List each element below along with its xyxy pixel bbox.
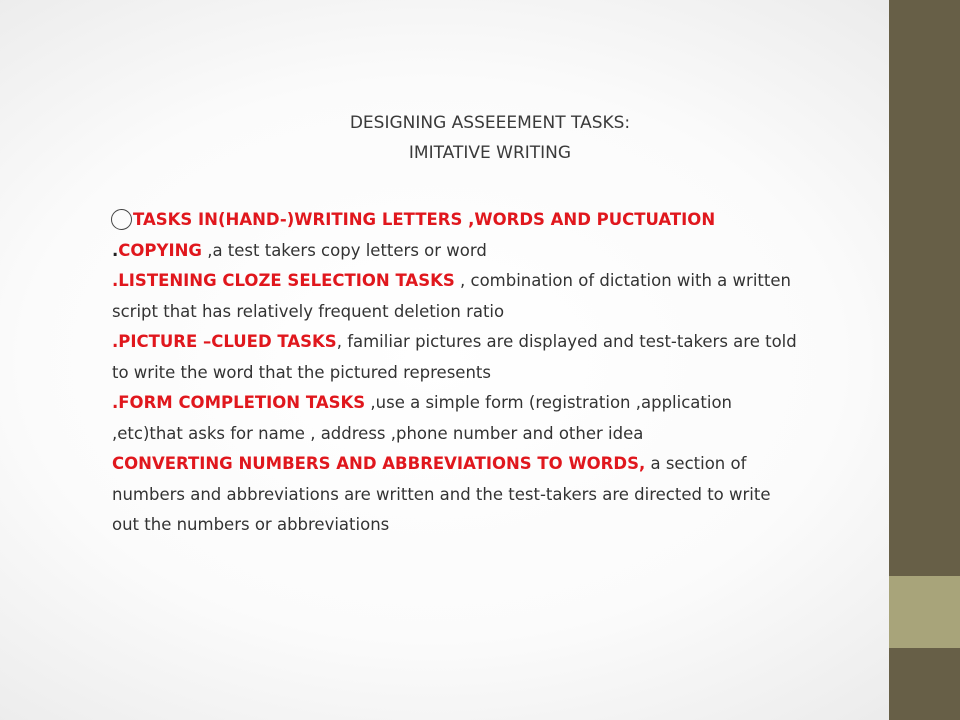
copying-text: ,a test takers copy letters or word xyxy=(201,240,487,260)
slide-body xyxy=(112,205,892,541)
side-decor-bar xyxy=(889,0,960,720)
listening-label: LISTENING CLOZE SELECTION TASKS xyxy=(118,271,455,290)
picture-label: PICTURE –CLUED TASKS xyxy=(118,332,337,351)
heading-line xyxy=(112,205,892,236)
copying-prefix: . xyxy=(112,240,119,260)
copying-line xyxy=(112,236,892,267)
listening-text: , combination of dictation with a written xyxy=(454,271,791,290)
picture-text: , familiar pictures are displayed and test-takers are told xyxy=(336,332,797,351)
slide-title: DESIGNING ASSEEEMENT TASKS: xyxy=(349,113,631,133)
listening-prefix: . xyxy=(112,271,119,290)
side-decor-band xyxy=(889,576,960,648)
picture-line xyxy=(112,327,892,358)
listening-cont: script that has relatively frequent deletion ratio xyxy=(112,301,505,321)
circle-bullet-icon xyxy=(111,209,132,230)
form-line xyxy=(112,388,892,419)
slide-subtitle: IMITATIVE WRITING xyxy=(408,143,572,163)
form-cont: ,etc)that asks for name , address ,phone number and other idea xyxy=(112,423,644,443)
listening-line xyxy=(112,266,892,297)
converting-cont-1: numbers and abbreviations are written and the test-takers are directed to write xyxy=(112,484,771,504)
heading-label: TASKS IN(HAND-)WRITING LETTERS ,WORDS AND PUCTUATION xyxy=(133,210,716,229)
picture-cont: to write the word that the pictured represents xyxy=(112,362,491,382)
picture-prefix: . xyxy=(112,332,119,351)
converting-line xyxy=(112,449,892,480)
converting-label: CONVERTING NUMBERS AND ABBREVIATIONS TO WORDS, xyxy=(112,454,646,473)
copying-label: COPYING xyxy=(118,240,202,260)
converting-cont-2: out the numbers or abbreviations xyxy=(112,515,390,534)
converting-text: a section of xyxy=(645,454,747,473)
form-prefix: . xyxy=(112,393,119,412)
form-label: FORM COMPLETION TASKS xyxy=(118,393,366,412)
form-text: ,use a simple form (registration ,application xyxy=(365,393,733,412)
